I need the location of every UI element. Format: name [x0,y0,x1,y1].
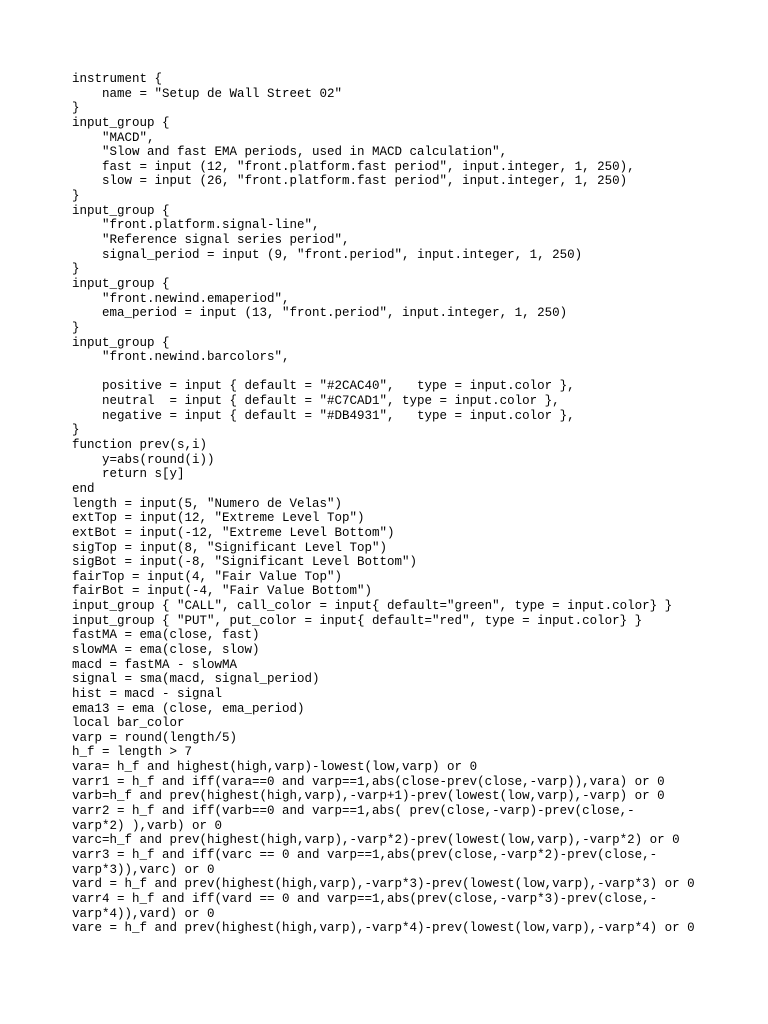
code-line: fast = input (12, "front.platform.fast period", input.integer, 1, 250), [72,159,635,174]
code-line: signal = sma(macd, signal_period) [72,672,320,687]
code-line: negative = input { default = "#DB4931", type = input.color }, [72,408,575,423]
code-line: vara= h_f and highest(high,varp)-lowest(low,varp) or 0 [72,760,478,775]
code-line: fastMA = ema(close, fast) [72,628,260,643]
code-line: fairTop = input(4, "Fair Value Top") [72,569,343,584]
code-line: "MACD", [72,130,155,145]
code-line: "front.newind.emaperiod", [72,291,290,306]
code-line: varp*2) ),varb) or 0 [72,818,223,833]
code-line: "Reference signal series period", [72,233,350,248]
code-line: input_group { "PUT", put_color = input{ default="red", type = input.color} } [72,613,643,628]
code-line: input_group { [72,335,170,350]
code-line: sigTop = input(8, "Significant Level Top") [72,540,388,555]
code-line: varr2 = h_f and iff(varb==0 and varp==1,abs( prev(close,-varp)-prev(close,- [72,804,635,819]
code-line: varr1 = h_f and iff(vara==0 and varp==1,abs(close-prev(close,-varp)),vara) or 0 [72,774,665,789]
code-line: function prev(s,i) [72,438,208,453]
code-line: positive = input { default = "#2CAC40", type = input.color }, [72,379,575,394]
code-line: h_f = length > 7 [72,745,193,760]
code-line: return s[y] [72,467,185,482]
code-line: name = "Setup de Wall Street 02" [72,86,343,101]
code-listing [72,72,695,936]
code-line: neutral = input { default = "#C7CAD1", type = input.color }, [72,394,560,409]
code-line: extBot = input(-12, "Extreme Level Bottom") [72,525,395,540]
code-line: slow = input (26, "front.platform.fast period", input.integer, 1, 250) [72,174,628,189]
code-line: extTop = input(12, "Extreme Level Top") [72,511,365,526]
code-line: } [72,262,80,277]
code-line: "Slow and fast EMA periods, used in MACD calculation", [72,145,508,160]
code-line: } [72,189,80,204]
code-line: "front.platform.signal-line", [72,218,320,233]
code-line: sigBot = input(-8, "Significant Level Bottom") [72,555,418,570]
code-line: vare = h_f and prev(highest(high,varp),-varp*4)-prev(lowest(low,varp),-varp*4) or 0 [72,921,695,936]
code-line: fairBot = input(-4, "Fair Value Bottom") [72,584,373,599]
code-line: end [72,481,95,496]
code-line: instrument { [72,72,163,86]
code-line: varr4 = h_f and iff(vard == 0 and varp==1,abs(prev(close,-varp*3)-prev(close,- [72,891,658,906]
code-line: varc=h_f and prev(highest(high,varp),-varp*2)-prev(lowest(low,varp),-varp*2) or 0 [72,833,680,848]
code-line: hist = macd - signal [72,686,223,701]
code-line: vard = h_f and prev(highest(high,varp),-varp*3)-prev(lowest(low,varp),-varp*3) or 0 [72,877,695,892]
code-line: varb=h_f and prev(highest(high,varp),-varp+1)-prev(lowest(low,varp),-varp) or 0 [72,789,665,804]
code-line: ema13 = ema (close, ema_period) [72,701,305,716]
code-line: macd = fastMA - slowMA [72,657,238,672]
code-line: slowMA = ema(close, slow) [72,642,260,657]
code-line: varp*3)),varc) or 0 [72,862,215,877]
code-line: } [72,423,80,438]
code-line: input_group { [72,276,170,291]
code-line: } [72,101,80,116]
code-line: input_group { [72,203,170,218]
code-line: ema_period = input (13, "front.period", input.integer, 1, 250) [72,306,568,321]
code-line: local bar_color [72,716,185,731]
code-line: "front.newind.barcolors", [72,350,290,365]
code-line: input_group { "CALL", call_color = input{ default="green", type = input.color} } [72,599,673,614]
code-line: y=abs(round(i)) [72,452,215,467]
code-line [72,365,695,380]
code-line: signal_period = input (9, "front.period", input.integer, 1, 250) [72,247,583,262]
code-line: length = input(5, "Numero de Velas") [72,496,343,511]
code-line: input_group { [72,115,170,130]
code-line: varp*4)),vard) or 0 [72,906,215,921]
code-line: varp = round(length/5) [72,730,238,745]
code-line: } [72,320,80,335]
code-line: varr3 = h_f and iff(varc == 0 and varp==1,abs(prev(close,-varp*2)-prev(close,- [72,847,658,862]
